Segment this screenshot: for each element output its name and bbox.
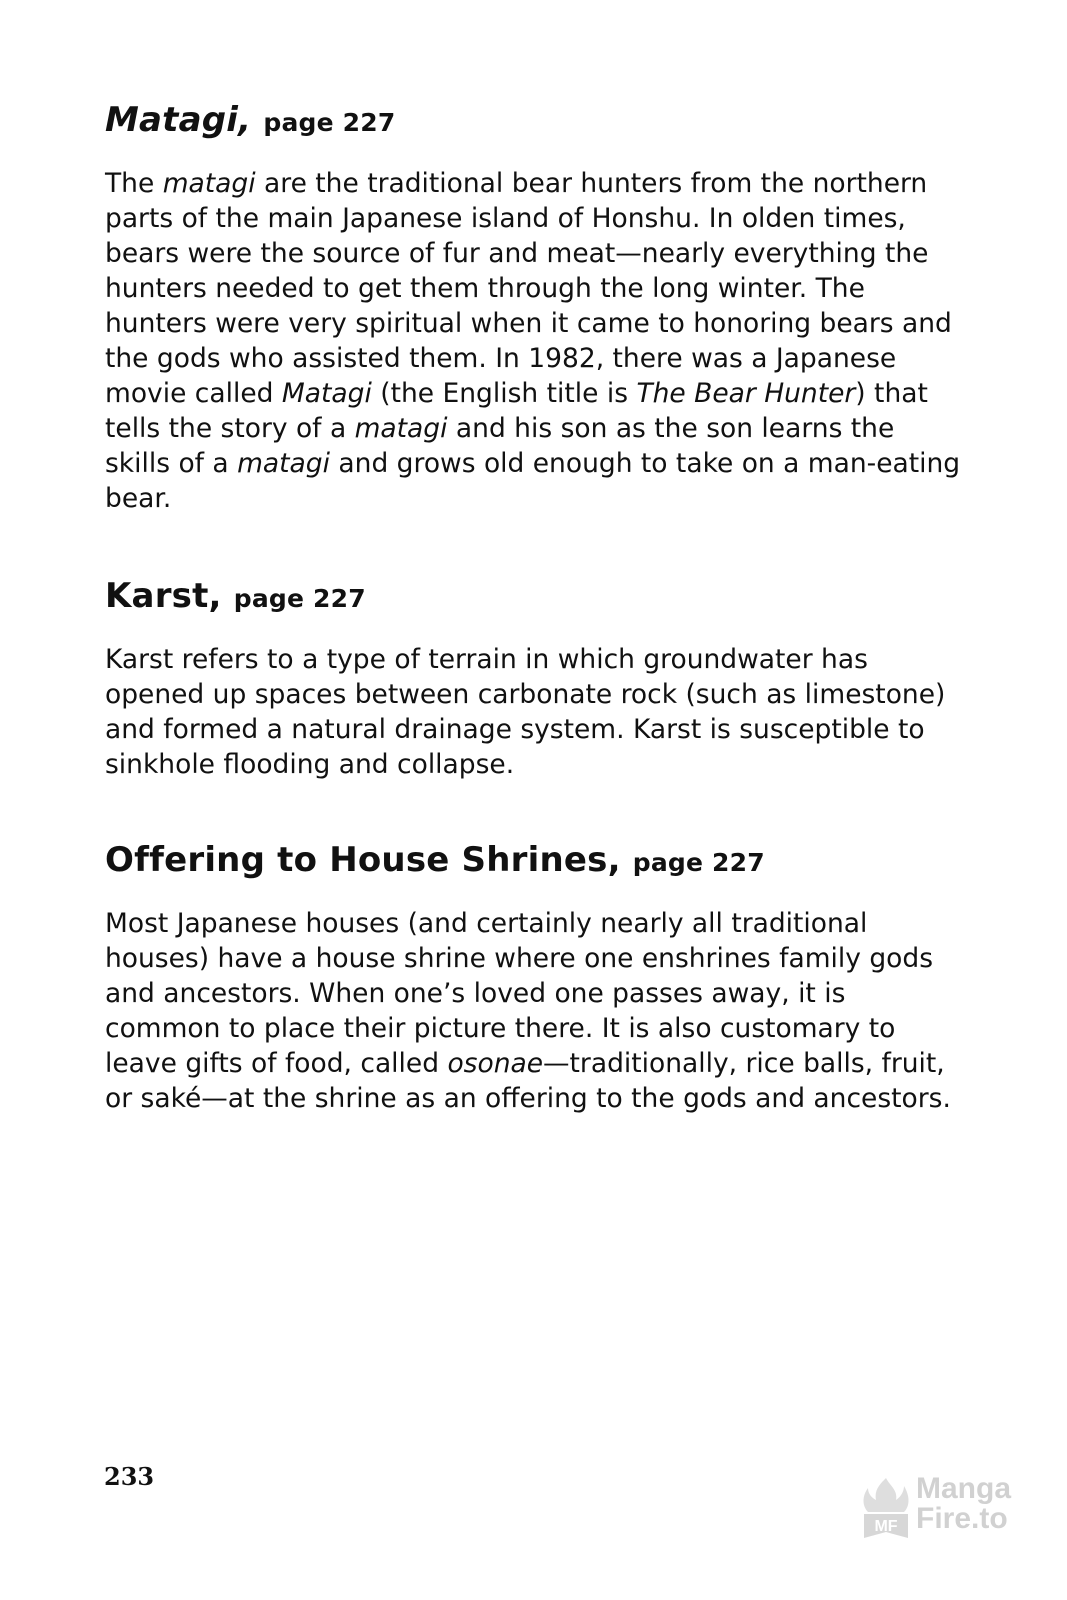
- watermark-text: [916, 1474, 1011, 1534]
- note-page-ref: page 227: [632, 848, 765, 877]
- note-heading: [105, 838, 965, 885]
- svg-text:MF: MF: [874, 1518, 898, 1535]
- note-body: Most Japanese houses (and certainly nearly all traditional houses) have a house shrine where one enshrines family gods and ancestors. When one’s loved one passes away, it is common to place their picture there. It is also customary to leave gifts of food, called osonae—traditionally, rice balls, fruit, or saké—at the shrine as an offering to the gods and ancestors.: [105, 908, 951, 1114]
- flame-book-logo-icon: [860, 1476, 912, 1540]
- watermark: [860, 1472, 1030, 1542]
- italic-term: matagi: [162, 168, 256, 199]
- note-page-ref: page 227: [263, 108, 396, 137]
- italic-term: osonae: [447, 1048, 544, 1079]
- italic-term: Matagi: [281, 378, 372, 409]
- note-body: The matagi are the traditional bear hunters from the northern parts of the main Japanese island of Honshu. In olden times, bears were the source of fur and meat—nearly everything the hunters needed to get them through the long winter. The hunters were very spiritual when it came to honoring bears and the gods who assisted them. In 1982, there was a Japanese movie called Matagi (the English title is The Bear Hunter) that tells the story of a matagi and his son as the son learns the skills of a matagi and grows old enough to take on a man-eating bear.: [105, 168, 961, 514]
- note-page-ref: page 227: [233, 584, 366, 613]
- italic-term: matagi: [354, 413, 448, 444]
- note-body: Karst refers to a type of terrain in which groundwater has opened up spaces between carbonate rock (such as limestone) and formed a natural drainage system. Karst is susceptible to sinkhole flooding and collapse.: [105, 644, 946, 780]
- italic-term: matagi: [237, 448, 330, 479]
- note-term: Offering to House Shrines,: [105, 840, 621, 880]
- glossary-page: [105, 98, 965, 1116]
- watermark-line-2: Fire.to: [916, 1502, 1008, 1535]
- note-heading: [105, 574, 965, 621]
- note-matagi: [105, 98, 965, 516]
- page-number: 233: [104, 1462, 155, 1491]
- note-karst: [105, 574, 965, 782]
- note-offering-to-house-shrines: [105, 838, 965, 1116]
- italic-term: The Bear Hunter: [636, 378, 856, 409]
- note-term: Karst,: [105, 576, 222, 616]
- note-term: Matagi,: [105, 100, 252, 140]
- note-heading: [105, 98, 965, 145]
- watermark-line-1: Manga: [916, 1472, 1012, 1505]
